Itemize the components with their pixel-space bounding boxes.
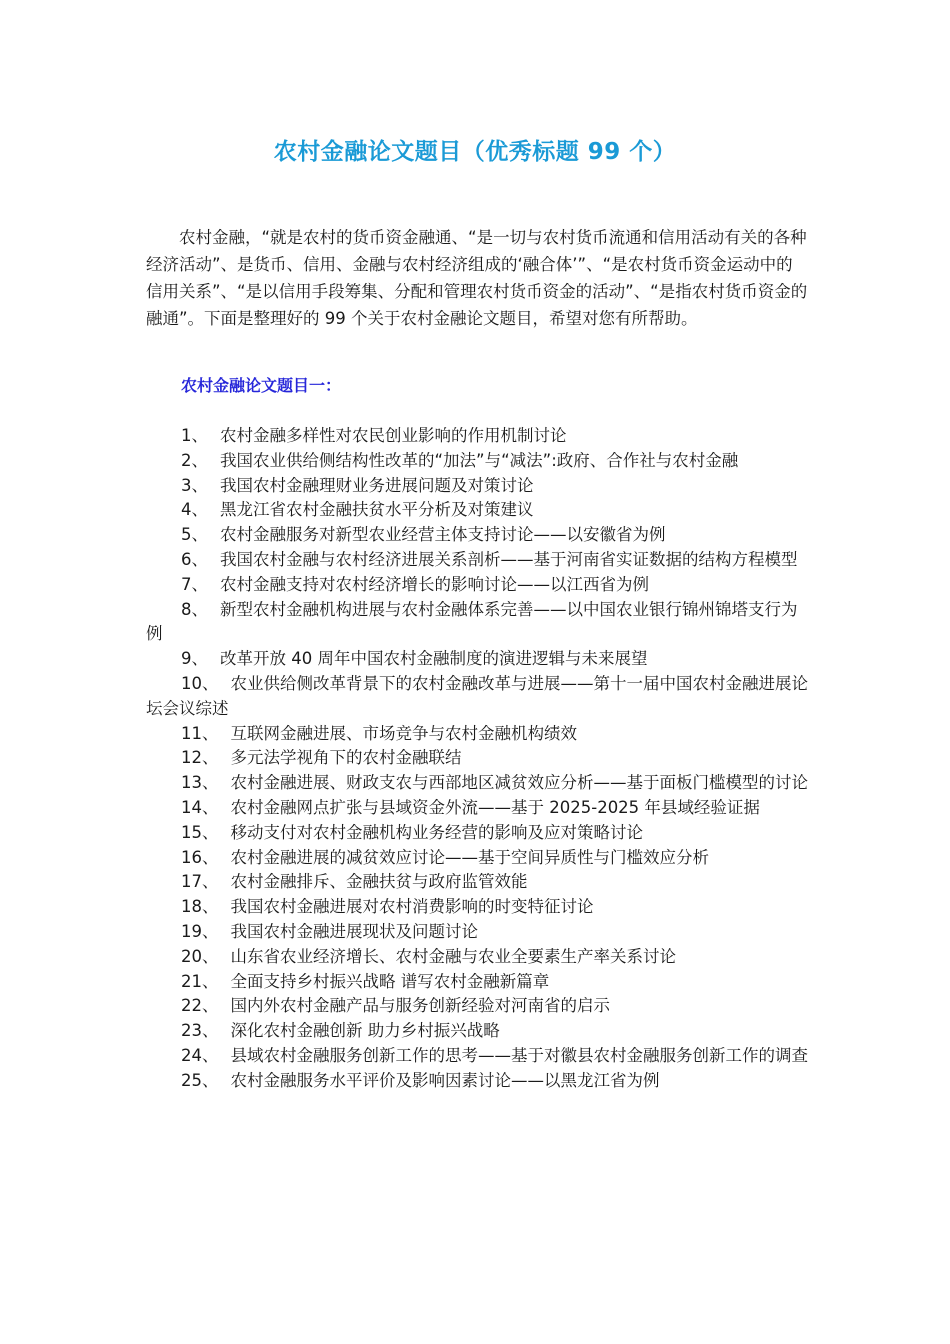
list-item-number: 12、 bbox=[181, 748, 219, 768]
list-item bbox=[146, 449, 808, 474]
list-item bbox=[146, 598, 808, 648]
list-item-text: 农村金融进展的减贫效应讨论——基于空间异质性与门槛效应分析 bbox=[230, 847, 709, 867]
list-item bbox=[146, 945, 808, 970]
list-item-text: 县域农村金融服务创新工作的思考——基于对徽县农村金融服务创新工作的调查 bbox=[230, 1045, 808, 1065]
list-item-number: 14、 bbox=[181, 797, 219, 817]
list-item bbox=[146, 994, 808, 1019]
list-item bbox=[146, 895, 808, 920]
list-item-text: 农村金融排斥、金融扶贫与政府监管效能 bbox=[230, 872, 528, 892]
list-item-text: 农村金融网点扩张与县域资金外流——基于 2025-2025 年县域经验证据 bbox=[230, 797, 760, 817]
list-item-text: 移动支付对农村金融机构业务经营的影响及应对策略讨论 bbox=[230, 822, 643, 842]
list-item-number: 23、 bbox=[181, 1021, 219, 1041]
list-item-text: 农村金融多样性对农民创业影响的作用机制讨论 bbox=[220, 426, 567, 445]
intro-paragraph: 农村金融，“就是农村的货币资金融通、“是一切与农村货币流通和信用活动有关的各种经济活动”、是货币、信用、金融与农村经济组成的‘融合体’”、“是农村货币资金运动中的信用关系”、“是以信用手段筹集、分配和管理农村货币资金的活动”、“是指农村货币资金的融通”。下面是整理好的 99 个关于农村金融论文题目，希望对您有所帮助。 bbox=[146, 228, 808, 328]
list-item-text: 改革开放 40 周年中国农村金融制度的演进逻辑与未来展望 bbox=[220, 649, 648, 669]
list-item bbox=[146, 1019, 808, 1044]
list-item-text: 新型农村金融机构进展与农村金融体系完善——以中国农业银行锦州锦塔支行为例 bbox=[146, 599, 798, 644]
list-item-number: 21、 bbox=[181, 971, 219, 991]
list-item-number: 11、 bbox=[181, 723, 219, 743]
list-item-number: 18、 bbox=[181, 897, 219, 917]
list-item bbox=[146, 672, 808, 722]
topic-list bbox=[146, 424, 808, 1094]
list-item-text: 农村金融服务水平评价及影响因素讨论——以黑龙江省为例 bbox=[230, 1070, 660, 1090]
list-item bbox=[146, 970, 808, 995]
list-item bbox=[146, 573, 808, 598]
list-item-text: 黑龙江省农村金融扶贫水平分析及对策建议 bbox=[220, 500, 534, 520]
list-item-text: 山东省农业经济增长、农村金融与农业全要素生产率关系讨论 bbox=[230, 946, 676, 966]
list-item bbox=[146, 424, 808, 449]
list-item-number: 24、 bbox=[181, 1045, 219, 1065]
list-item bbox=[146, 870, 808, 895]
list-item-number: 4、 bbox=[181, 500, 208, 520]
list-item-number: 8、 bbox=[181, 599, 208, 619]
list-item-text: 农业供给侧改革背景下的农村金融改革与进展——第十一届中国农村金融进展论坛会议综述 bbox=[146, 673, 808, 718]
list-item-number: 16、 bbox=[181, 847, 219, 867]
list-item-number: 1、 bbox=[181, 426, 208, 445]
list-item bbox=[146, 523, 808, 548]
section-heading: 农村金融论文题目一： bbox=[181, 376, 342, 395]
list-item-text: 我国农村金融进展现状及问题讨论 bbox=[230, 921, 478, 941]
list-item-text: 全面支持乡村振兴战略 谱写农村金融新篇章 bbox=[230, 971, 550, 991]
list-item-number: 5、 bbox=[181, 525, 208, 545]
list-item-text: 农村金融服务对新型农业经营主体支持讨论——以安徽省为例 bbox=[220, 525, 666, 545]
list-item bbox=[146, 474, 808, 499]
list-item-number: 13、 bbox=[181, 773, 219, 793]
list-item bbox=[146, 796, 808, 821]
list-item-number: 10、 bbox=[181, 673, 219, 693]
list-item bbox=[146, 647, 808, 672]
list-item-number: 20、 bbox=[181, 946, 219, 966]
list-item-text: 互联网金融进展、市场竞争与农村金融机构绩效 bbox=[230, 723, 577, 743]
list-item-number: 7、 bbox=[181, 574, 208, 594]
list-item bbox=[146, 846, 808, 871]
list-item-number: 19、 bbox=[181, 921, 219, 941]
list-item bbox=[146, 746, 808, 771]
list-item bbox=[146, 771, 808, 796]
list-item-text: 国内外农村金融产品与服务创新经验对河南省的启示 bbox=[230, 996, 610, 1016]
list-item-number: 22、 bbox=[181, 996, 219, 1016]
list-item-number: 6、 bbox=[181, 549, 208, 569]
list-item-number: 15、 bbox=[181, 822, 219, 842]
list-item-text: 我国农业供给侧结构性改革的“加法”与“减法”:政府、合作社与农村金融 bbox=[220, 450, 739, 470]
list-item bbox=[146, 548, 808, 573]
list-item-text: 农村金融支持对农村经济增长的影响讨论——以江西省为例 bbox=[220, 574, 649, 594]
list-item-number: 9、 bbox=[181, 649, 208, 669]
list-item bbox=[146, 1069, 808, 1094]
list-item-text: 我国农村金融与农村经济进展关系剖析——基于河南省实证数据的结构方程模型 bbox=[220, 549, 798, 569]
list-item-number: 17、 bbox=[181, 872, 219, 892]
document-title: 农村金融论文题目（优秀标题 99 个） bbox=[273, 139, 677, 165]
list-item bbox=[146, 920, 808, 945]
list-item-text: 我国农村金融进展对农村消费影响的时变特征讨论 bbox=[230, 897, 594, 917]
list-item-text: 农村金融进展、财政支农与西部地区减贫效应分析——基于面板门槛模型的讨论 bbox=[230, 773, 808, 793]
list-item-number: 25、 bbox=[181, 1070, 219, 1090]
list-item-number: 2、 bbox=[181, 450, 208, 470]
list-item bbox=[146, 722, 808, 747]
list-item-text: 多元法学视角下的农村金融联结 bbox=[230, 748, 462, 768]
list-item-text: 我国农村金融理财业务进展问题及对策讨论 bbox=[220, 475, 534, 495]
list-item bbox=[146, 1044, 808, 1069]
list-item-text: 深化农村金融创新 助力乡村振兴战略 bbox=[230, 1021, 500, 1041]
list-item bbox=[146, 821, 808, 846]
list-item bbox=[146, 498, 808, 523]
list-item-number: 3、 bbox=[181, 475, 208, 495]
